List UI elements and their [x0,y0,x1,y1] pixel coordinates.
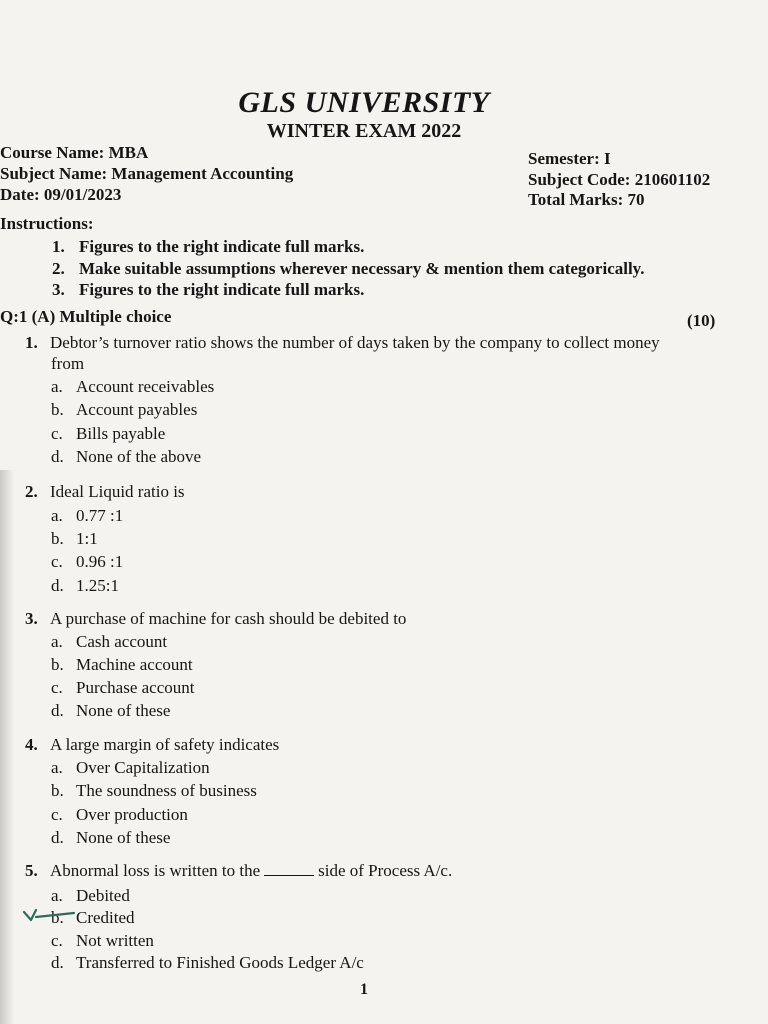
instruction-number: 2. [52,259,65,278]
option [51,424,165,444]
question-text: A purchase of machine for cash should be debited to [50,609,407,628]
option-letter: a. [51,377,63,396]
option [51,447,201,467]
option-text: Purchase account [76,678,195,697]
option-text: Over production [76,805,188,824]
option-text: Account receivables [76,377,215,396]
option-text: Credited [76,908,135,927]
option-text: Over Capitalization [76,758,210,777]
option-letter: b. [51,908,64,927]
option-letter: a. [51,506,63,525]
option [51,576,119,596]
option-letter: d. [51,576,64,595]
option-text: Machine account [76,655,193,674]
instruction-item [52,280,364,300]
option-text: Debited [76,886,130,905]
section-marks: (10) [687,311,716,330]
option-text: The soundness of business [76,781,257,800]
question-3 [25,609,406,629]
instruction-item [52,259,645,279]
question-number: 2. [25,482,38,501]
subject-name: Subject Name: Management Accounting [0,164,294,183]
question-5 [25,861,452,881]
option-letter: d. [51,447,64,466]
option-text: Account payables [76,400,198,419]
university-title: GLS UNIVERSITY [238,86,490,119]
option [51,805,188,825]
option-letter: a. [51,886,63,905]
question-text: Debtor’s turnover ratio shows the number of days taken by the company to collect money [50,333,660,352]
subject-code: Subject Code: 210601102 [528,170,711,189]
instruction-text: Figures to the right indicate full marks. [79,280,365,299]
instructions-heading: Instructions: [0,214,94,233]
option [51,781,257,801]
option-letter: b. [51,400,64,419]
option-text: Cash account [76,632,168,651]
instruction-number: 3. [52,280,65,299]
option-letter: d. [51,701,64,720]
option-text: None of these [76,828,171,847]
exam-date: Date: 09/01/2023 [0,185,122,204]
handwritten-tick-mark [22,906,78,926]
option-text: Not written [76,931,154,950]
exam-title: WINTER EXAM 2022 [266,120,462,142]
option-text: 1:1 [76,529,98,548]
option-text: None of the above [76,447,202,466]
page-number: 1 [360,981,368,998]
option [51,758,210,778]
option-letter: b. [51,781,64,800]
question-text-after-blank: side of Process A/c. [318,861,453,880]
option-letter: c. [51,424,63,443]
course-name: Course Name: MBA [0,143,149,162]
answer-blank [264,861,314,876]
option-text: 0.77 :1 [76,506,124,525]
option-text: Transferred to Finished Goods Ledger A/c [76,953,364,972]
page-edge-shadow [0,470,14,1024]
question-4 [25,735,279,755]
option [51,377,214,397]
question-text-continued: from [51,354,85,373]
option-letter: a. [51,758,63,777]
total-marks: Total Marks: 70 [528,190,645,209]
option [51,953,364,973]
option-letter: c. [51,931,63,950]
option [51,529,98,549]
option-letter: d. [51,953,64,972]
option-letter: c. [51,552,63,571]
option [51,678,194,698]
question-number: 1. [25,333,38,352]
option [51,506,123,526]
option-letter: c. [51,805,63,824]
question-number: 3. [25,609,38,628]
option-letter: b. [51,529,64,548]
instruction-text: Make suitable assumptions wherever necessary & mention them categorically. [79,259,645,278]
question-1 [25,333,660,353]
instruction-item [52,237,364,257]
question-text-before-blank: Abnormal loss is written to the [50,861,261,880]
option-text: 1.25:1 [76,576,119,595]
option-text: 0.96 :1 [76,552,124,571]
instruction-number: 1. [52,237,65,256]
option-text: None of these [76,701,171,720]
option [51,931,154,951]
option [51,886,130,906]
option [51,701,170,721]
option-letter: d. [51,828,64,847]
question-number: 5. [25,861,38,880]
question-text: Ideal Liquid ratio is [50,482,185,501]
option-letter: b. [51,655,64,674]
option-letter: c. [51,678,63,697]
question-number: 4. [25,735,38,754]
option [51,400,197,420]
question-text: A large margin of safety indicates [50,735,280,754]
question-2 [25,482,185,502]
instruction-text: Figures to the right indicate full marks. [79,237,365,256]
semester: Semester: I [528,149,611,168]
option-text: Bills payable [76,424,166,443]
option [51,552,123,572]
option-letter: a. [51,632,63,651]
option [51,632,167,652]
option [51,655,193,675]
section-heading: Q:1 (A) Multiple choice [0,307,172,326]
option [51,828,170,848]
